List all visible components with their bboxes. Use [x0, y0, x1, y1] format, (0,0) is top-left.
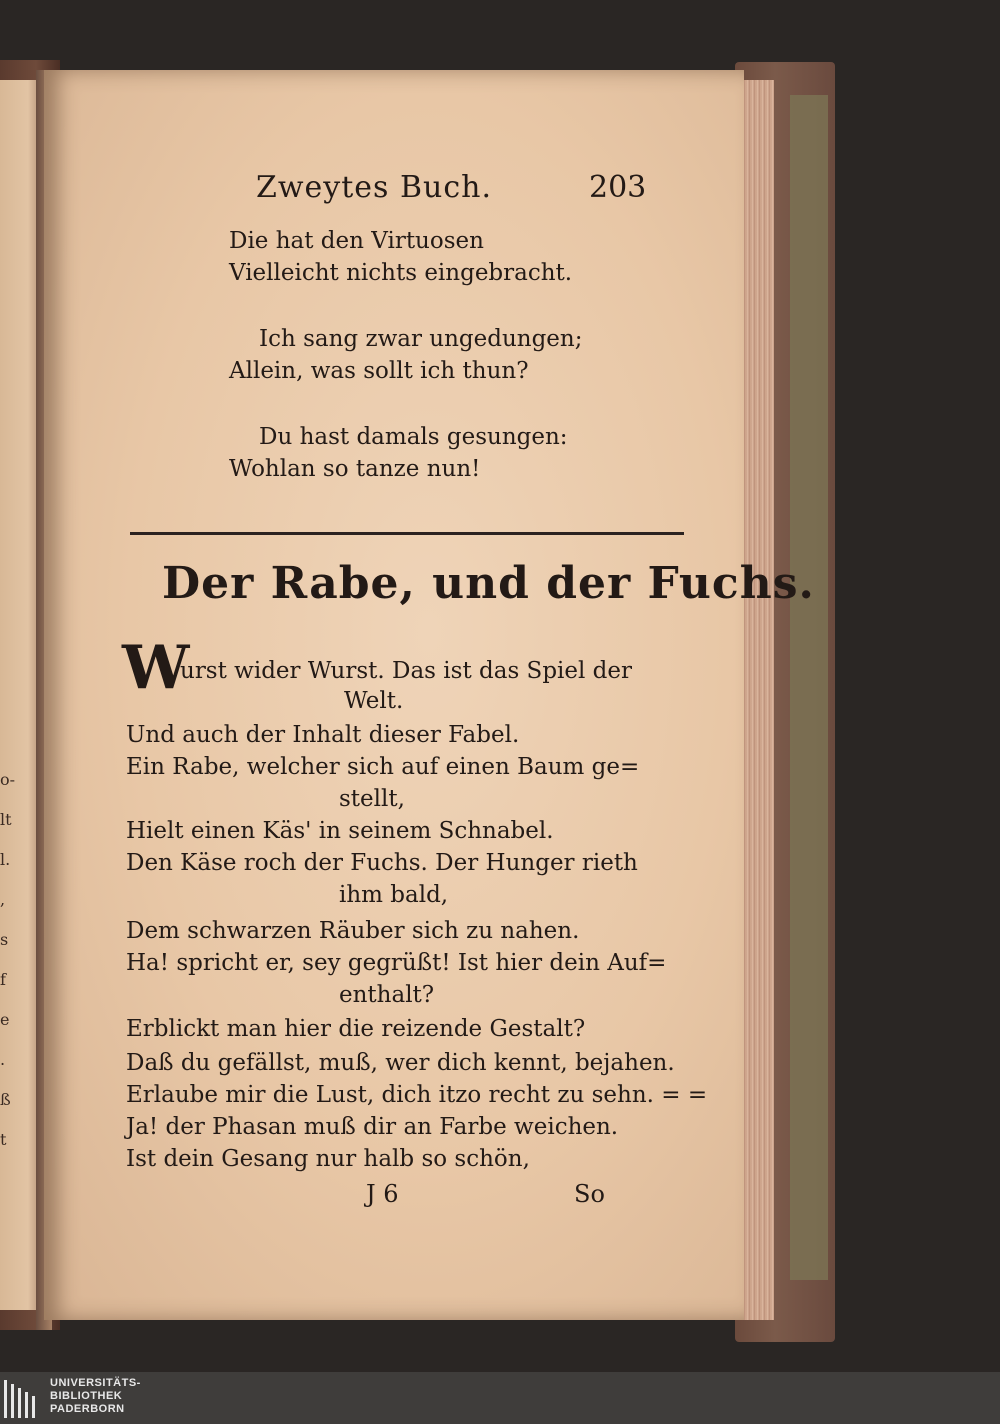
poem-line: Allein, was sollt ich thun?: [229, 358, 529, 384]
poem-line: Ich sang zwar ungedungen;: [259, 326, 583, 352]
edge-mark: f: [0, 970, 6, 989]
edge-mark: .: [0, 1050, 6, 1069]
fable-line: stellt,: [339, 786, 405, 812]
edge-mark: t: [0, 1130, 7, 1149]
edge-mark: l.: [0, 850, 11, 869]
book-page: [44, 70, 815, 1320]
fable-line: Daß du gefällst, muß, wer dich kennt, bejahen.: [126, 1050, 675, 1076]
fable-line: Ein Rabe, welcher sich auf einen Baum ge=: [126, 754, 640, 780]
cover-board: [790, 95, 828, 1280]
fable-line: Erlaube mir die Lust, dich itzo recht zu sehn. = =: [126, 1082, 708, 1108]
poem-line: Du hast damals gesungen:: [259, 424, 568, 450]
edge-mark: ß: [0, 1090, 11, 1109]
signature-mark: J 6: [366, 1180, 399, 1208]
fable-line: Ha! spricht er, sey gegrüßt! Ist hier dein Auf=: [126, 950, 667, 976]
library-logo-icon: [2, 1378, 42, 1420]
library-name-line: PADERBORN: [50, 1403, 125, 1415]
fable-title: Der Rabe, und der Fuchs.: [162, 558, 815, 609]
edge-mark: ,: [0, 890, 6, 909]
running-head: Zweytes Buch.: [256, 170, 492, 205]
fable-line: Welt.: [344, 688, 404, 714]
edge-mark: e: [0, 1010, 10, 1029]
fable-line: Und auch der Inhalt dieser Fabel.: [126, 722, 520, 748]
fable-line: Ist dein Gesang nur halb so schön,: [126, 1146, 530, 1172]
catchword: So: [574, 1180, 605, 1208]
library-name-line: BIBLIOTHEK: [50, 1390, 123, 1402]
library-name-line: UNIVERSITÄTS-: [50, 1377, 141, 1389]
page-number: 203: [589, 170, 647, 205]
fable-line: Den Käse roch der Fuchs. Der Hunger rieth: [126, 850, 638, 876]
poem-line: Die hat den Virtuosen: [229, 228, 484, 254]
edge-mark: o-: [0, 770, 16, 789]
drop-initial: W: [122, 633, 190, 703]
fable-line: enthalt?: [339, 982, 435, 1008]
library-name: [50, 1377, 141, 1416]
fable-line: urst wider Wurst. Das ist das Spiel der: [180, 658, 633, 684]
poem-line: Vielleicht nichts eingebracht.: [229, 260, 573, 286]
fable-line: ihm bald,: [339, 882, 449, 908]
edge-mark: lt: [0, 810, 12, 829]
fable-line: Hielt einen Käs' in seinem Schnabel.: [126, 818, 554, 844]
fable-line: Erblickt man hier die reizende Gestalt?: [126, 1016, 586, 1042]
left-page-edge-marks: [0, 760, 14, 1160]
fable-line: Dem schwarzen Räuber sich zu nahen.: [126, 918, 580, 944]
library-footer: [0, 1372, 1000, 1424]
fable-line: Ja! der Phasan muß dir an Farbe weichen.: [126, 1114, 619, 1140]
section-rule: [130, 532, 684, 535]
poem-line: Wohlan so tanze nun!: [229, 456, 481, 482]
edge-mark: s: [0, 930, 9, 949]
